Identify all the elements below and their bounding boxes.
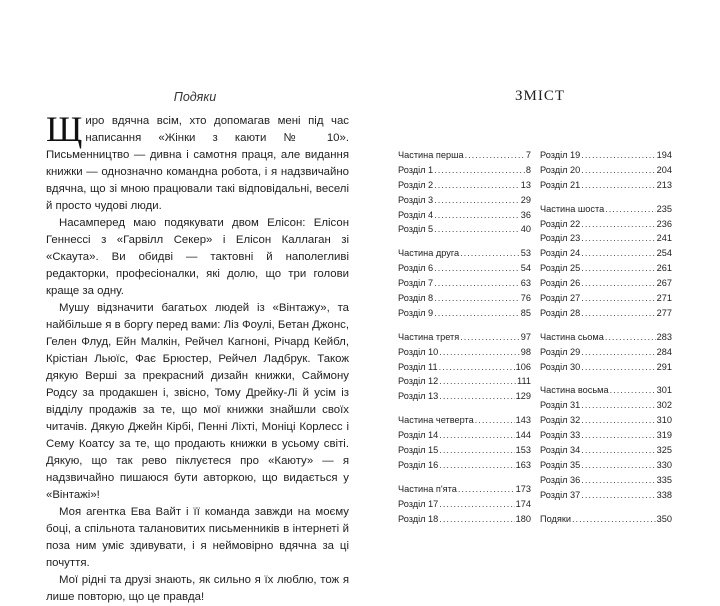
toc-entry-page: 241 xyxy=(656,233,672,244)
toc-leader-dots xyxy=(605,332,656,342)
toc-entry-label: Частина шоста xyxy=(540,203,605,214)
toc-leader-dots xyxy=(581,263,655,273)
toc-entry-page: 8 xyxy=(525,164,531,175)
toc-entry-label: Розділ 8 xyxy=(398,293,434,304)
toc-entry-page: 338 xyxy=(656,489,672,500)
toc-entry-label: Частина п'ята xyxy=(398,483,457,494)
toc-entry xyxy=(540,490,672,505)
toc-entry-page: 98 xyxy=(520,346,531,357)
toc-entry-label: Розділ 32 xyxy=(540,415,581,426)
toc-leader-dots xyxy=(434,308,520,318)
toc-entry-page: 254 xyxy=(656,248,672,259)
toc-entry xyxy=(540,475,672,490)
toc-leader-dots xyxy=(475,415,515,425)
toc-entry-label: Розділ 12 xyxy=(398,376,439,387)
toc-group xyxy=(398,415,531,475)
toc-leader-dots xyxy=(439,362,515,372)
toc-entry-label: Розділ 22 xyxy=(540,218,581,229)
toc-entry-label: Розділ 14 xyxy=(398,430,439,441)
acknowledgements-paragraph: Насамперед маю подякувати двом Елісон: Елісон Геннессі з «Гарвілл Секер» і Елісон Каллаган зі «Скаута». Ви обидві — тактовні й наполегливі редакторки, професіоналки, які долю, що три голови краще за одну. xyxy=(46,217,349,297)
toc-leader-dots xyxy=(458,484,515,494)
left-page xyxy=(0,0,360,603)
toc-entry-page: 283 xyxy=(656,331,672,342)
toc-entry xyxy=(540,460,672,475)
toc-leader-dots xyxy=(439,460,514,470)
toc-entry-label: Частина восьма xyxy=(540,385,609,396)
toc-leader-dots xyxy=(434,210,520,220)
toc-entry-page: 277 xyxy=(656,307,672,318)
toc-entry xyxy=(398,308,531,323)
toc-group xyxy=(540,385,672,504)
toc-entry-label: Розділ 21 xyxy=(540,179,581,190)
toc-entry-page: 63 xyxy=(520,278,531,289)
toc-entry xyxy=(398,210,531,225)
toc-entry-page: 97 xyxy=(520,331,531,342)
toc-leader-dots xyxy=(610,385,656,395)
toc-entry-page: 302 xyxy=(656,400,672,411)
toc-leader-dots xyxy=(581,308,655,318)
toc-leader-dots xyxy=(581,347,655,357)
toc-entry-label: Розділ 3 xyxy=(398,194,434,205)
toc-leader-dots xyxy=(572,514,656,524)
toc-leader-dots xyxy=(460,332,520,342)
toc-entry xyxy=(398,460,531,475)
toc-entry-page: 7 xyxy=(525,150,531,160)
toc-entry-page: 235 xyxy=(656,203,672,214)
toc-entry xyxy=(540,332,672,347)
toc-entry-label: Розділ 24 xyxy=(540,248,581,259)
toc-entry-label: Розділ 16 xyxy=(398,459,439,470)
toc-entry-label: Розділ 36 xyxy=(540,474,581,485)
toc-column-right xyxy=(540,150,672,537)
toc-entry-page: 213 xyxy=(656,179,672,190)
toc-title: ЗМІСТ xyxy=(514,88,565,104)
toc-entry-label: Частина сьома xyxy=(540,331,604,342)
toc-entry xyxy=(540,263,672,278)
toc-entry xyxy=(540,362,672,377)
toc-entry xyxy=(398,514,531,529)
toc-entry-label: Розділ 9 xyxy=(398,307,434,318)
toc-leader-dots xyxy=(581,430,655,440)
toc-leader-dots xyxy=(581,165,655,175)
toc-entry xyxy=(540,180,672,195)
toc-entry xyxy=(398,415,531,430)
toc-entry xyxy=(398,376,531,391)
toc-leader-dots xyxy=(581,180,655,190)
toc-leader-dots xyxy=(581,415,655,425)
toc-entry-page: 76 xyxy=(520,293,531,304)
toc-entry-label: Частина четверта xyxy=(398,415,474,426)
toc-entry-page: 236 xyxy=(656,218,672,229)
toc-entry-label: Розділ 25 xyxy=(540,263,581,274)
toc-group xyxy=(398,150,531,239)
toc-group xyxy=(398,248,531,322)
toc-leader-dots xyxy=(581,400,655,410)
toc-entry-page: 144 xyxy=(515,430,531,441)
toc-column-left xyxy=(398,150,531,537)
toc-entry-page: 335 xyxy=(656,474,672,485)
toc-entry-label: Розділ 11 xyxy=(398,361,438,372)
toc-leader-dots xyxy=(581,150,655,160)
toc-group xyxy=(398,484,531,529)
toc-entry xyxy=(398,430,531,445)
toc-entry-label: Розділ 31 xyxy=(540,400,581,411)
toc-entry-label: Розділ 19 xyxy=(540,150,581,160)
toc-entry-page: 173 xyxy=(515,483,531,494)
toc-entry xyxy=(398,362,531,377)
acknowledgements-paragraph: Мої рідні та друзі знають, як сильно я їх люблю, тож я лише повторю, що це правда! xyxy=(46,574,349,603)
toc-entry-page: 29 xyxy=(520,194,531,205)
toc-entry-label: Частина третя xyxy=(398,331,460,342)
toc-leader-dots xyxy=(434,293,520,303)
toc-entry xyxy=(540,278,672,293)
toc-entry xyxy=(540,308,672,323)
toc-entry-label: Розділ 10 xyxy=(398,346,439,357)
toc-entry-label: Розділ 27 xyxy=(540,293,581,304)
toc-entry-page: 13 xyxy=(520,179,531,190)
toc-entry-page: 350 xyxy=(656,513,672,524)
toc-leader-dots xyxy=(434,165,525,175)
toc-entry xyxy=(398,195,531,210)
toc-entry xyxy=(540,385,672,400)
toc-entry xyxy=(398,445,531,460)
toc-entry xyxy=(398,332,531,347)
toc-leader-dots xyxy=(434,195,520,205)
toc-leader-dots xyxy=(439,445,514,455)
toc-entry-label: Розділ 35 xyxy=(540,459,581,470)
first-paragraph-text: иро вдячна всім, хто допомагав мені під час написання «Жінки з каюти № 10». Письменництво — дивна і самотня праця, але видання книжки — однозначно командна робота, і я надзвичайно вдячна, що зі мною працювали такі відповідальні, веселі й просто чудові люди. xyxy=(46,115,349,212)
toc-entry xyxy=(398,150,531,165)
toc-entry xyxy=(398,263,531,278)
toc-entry-page: 204 xyxy=(656,164,672,175)
toc-entry xyxy=(540,150,672,165)
toc-leader-dots xyxy=(581,475,655,485)
toc-leader-dots xyxy=(581,490,655,500)
acknowledgements-paragraph: Мушу відзначити багатьох людей із «Вінтажу», та найбільше я в боргу перед вами: Ліз Фоулі, Бетан Джонс, Гелен Флуд, Ейн Малкін, Рейчел Кагноні, Річард Кейбл, Крістіан Льюїс, Фає Брюстер, Рейчел Ладбрук. Також дякую Верші за прекрасний дизайн книжки, Саймону Родсу за продакшен і, звісно, Тому Дрейку-Лі й усім із відділу продажів за те, що мої книжки знайшли своїх читачів. Дякую Джейн Кірбі, Пенні Ліхті, Моніці Корлесс і Сему Коатсу за те, що продають книжки в усьому світі. Дякую, що так рево піклуєтеся про «Каюту» — я надзвичайно пишаюся бути авторкою, що видається у «Вінтажі»! xyxy=(46,302,349,501)
toc-leader-dots xyxy=(439,391,514,401)
toc-leader-dots xyxy=(434,180,520,190)
toc-entry-label: Розділ 23 xyxy=(540,233,581,244)
toc-entry-page: 284 xyxy=(656,346,672,357)
toc-entry-page: 310 xyxy=(656,415,672,426)
toc-entry-page: 330 xyxy=(656,459,672,470)
toc-entry xyxy=(540,445,672,460)
toc-leader-dots xyxy=(581,248,655,258)
toc-leader-dots xyxy=(581,445,655,455)
acknowledgements-body xyxy=(46,109,349,606)
toc-entry-page: 36 xyxy=(520,209,531,220)
toc-entry xyxy=(398,224,531,239)
toc-leader-dots xyxy=(581,278,655,288)
toc-leader-dots xyxy=(581,362,655,372)
toc-entry xyxy=(540,293,672,308)
toc-entry-label: Розділ 1 xyxy=(398,164,434,175)
toc-leader-dots xyxy=(605,204,655,214)
acknowledgements-paragraph: Моя агентка Ева Вайт і її команда завжди на моєму боці, а спільнота талановитих письменників в інтернеті й поза ним уміє здивувати, і я неймовірно вдячна за ці почуття. xyxy=(46,506,349,569)
toc-leader-dots xyxy=(439,514,514,524)
toc-entry xyxy=(540,514,672,529)
toc-entry xyxy=(398,165,531,180)
toc-leader-dots xyxy=(460,248,520,258)
toc-leader-dots xyxy=(465,150,525,160)
toc-leader-dots xyxy=(439,376,516,386)
toc-group xyxy=(540,150,672,195)
toc-entry-label: Розділ 2 xyxy=(398,179,434,190)
toc-entry-page: 129 xyxy=(515,391,531,402)
toc-group xyxy=(540,514,672,529)
toc-entry-page: 194 xyxy=(656,150,672,160)
toc-leader-dots xyxy=(439,430,514,440)
toc-entry-label: Частина друга xyxy=(398,248,460,259)
toc-entry-label: Розділ 33 xyxy=(540,430,581,441)
toc-leader-dots xyxy=(439,499,514,509)
toc-entry-page: 143 xyxy=(515,415,531,426)
toc-entry xyxy=(540,415,672,430)
toc-entry-label: Частина перша xyxy=(398,150,464,160)
toc-leader-dots xyxy=(581,219,655,229)
toc-entry-page: 261 xyxy=(656,263,672,274)
toc-group xyxy=(540,332,672,377)
toc-entry-label: Розділ 37 xyxy=(540,489,581,500)
toc-entry-page: 301 xyxy=(656,385,672,396)
drop-cap: Щ xyxy=(46,109,83,149)
toc-leader-dots xyxy=(434,278,520,288)
toc-entry xyxy=(398,347,531,362)
toc-entry xyxy=(398,248,531,263)
toc-entry-page: 85 xyxy=(520,307,531,318)
toc-leader-dots xyxy=(439,347,519,357)
toc-entry-page: 106 xyxy=(515,361,531,372)
toc-entry xyxy=(398,391,531,406)
toc-leader-dots xyxy=(581,233,655,243)
toc-entry-label: Розділ 15 xyxy=(398,445,439,456)
toc-entry-label: Розділ 29 xyxy=(540,346,581,357)
toc-entry-page: 271 xyxy=(656,293,672,304)
toc-entry-page: 53 xyxy=(520,248,531,259)
toc-entry xyxy=(540,248,672,263)
toc-entry-page: 267 xyxy=(656,278,672,289)
toc-group xyxy=(540,204,672,323)
toc-entry xyxy=(540,400,672,415)
toc-entry-label: Розділ 28 xyxy=(540,307,581,318)
toc-entry-label: Розділ 20 xyxy=(540,164,581,175)
toc-entry-page: 163 xyxy=(515,459,531,470)
toc-entry xyxy=(398,293,531,308)
toc-entry-label: Розділ 13 xyxy=(398,391,439,402)
toc-entry-label: Розділ 34 xyxy=(540,445,581,456)
toc-entry-label: Розділ 7 xyxy=(398,278,434,289)
toc-entry-label: Розділ 6 xyxy=(398,263,434,274)
toc-entry-page: 40 xyxy=(520,224,531,235)
toc-entry-label: Розділ 4 xyxy=(398,209,434,220)
toc-entry-page: 54 xyxy=(520,263,531,274)
toc-entry xyxy=(540,165,672,180)
toc-entry xyxy=(540,347,672,362)
toc-entry xyxy=(540,219,672,234)
toc-entry-label: Розділ 5 xyxy=(398,224,434,235)
toc-entry-page: 319 xyxy=(656,430,672,441)
toc-entry-page: 180 xyxy=(515,513,531,524)
toc-group xyxy=(398,332,531,406)
toc-entry xyxy=(540,233,672,248)
toc-entry-label: Розділ 17 xyxy=(398,498,439,509)
toc-entry-page: 153 xyxy=(515,445,531,456)
toc-leader-dots xyxy=(434,224,520,234)
toc-entry-page: 174 xyxy=(515,498,531,509)
right-page xyxy=(360,0,720,540)
toc-entry-label: Розділ 18 xyxy=(398,513,439,524)
toc-entry-page: 111 xyxy=(517,376,531,387)
toc-entry-label: Розділ 26 xyxy=(540,278,581,289)
toc-entry xyxy=(540,430,672,445)
toc-entry xyxy=(398,278,531,293)
toc-entry xyxy=(398,484,531,499)
toc-entry xyxy=(398,180,531,195)
acknowledgements-paragraph xyxy=(46,109,349,215)
toc-entry-page: 291 xyxy=(656,361,672,372)
toc-leader-dots xyxy=(434,263,520,273)
toc-entry-label: Розділ 30 xyxy=(540,361,581,372)
toc-entry-label: Подяки xyxy=(540,513,571,524)
toc-leader-dots xyxy=(581,293,655,303)
toc-entry-page: 325 xyxy=(656,445,672,456)
toc-leader-dots xyxy=(581,460,655,470)
acknowledgements-title: Подяки xyxy=(173,90,217,104)
toc-entry xyxy=(398,499,531,514)
toc-entry xyxy=(540,204,672,219)
